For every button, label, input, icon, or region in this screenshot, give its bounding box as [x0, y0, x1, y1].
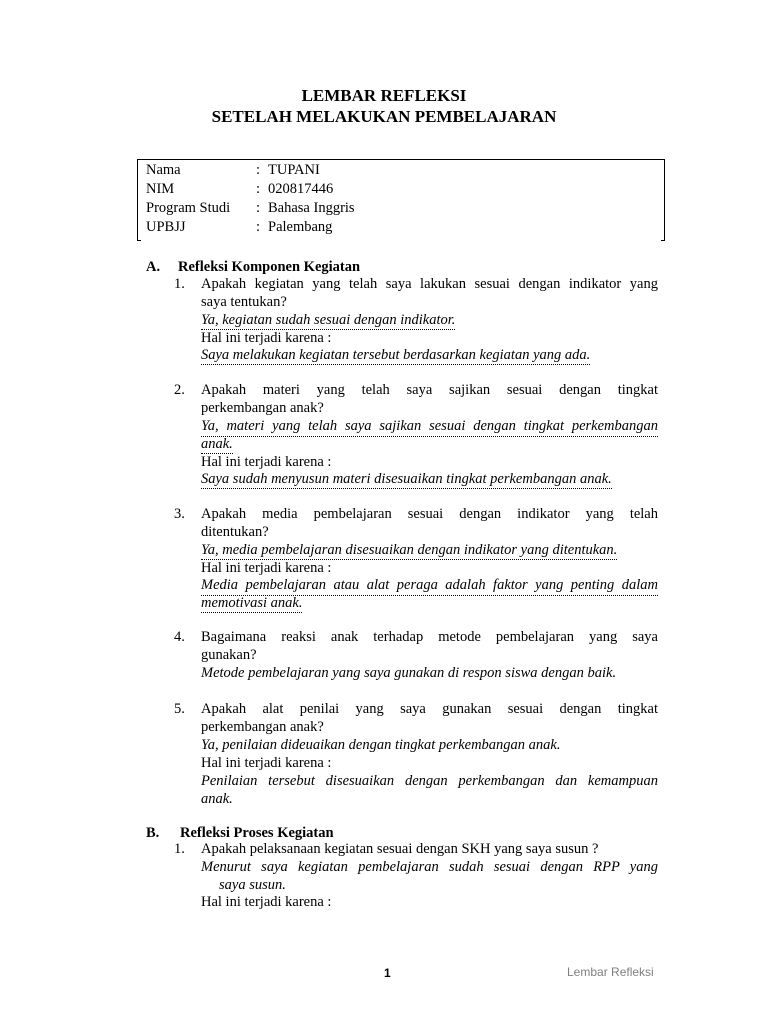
identity-value: Palembang — [268, 219, 333, 235]
identity-colon: : — [256, 200, 261, 216]
reason-text: Saya melakukan kegiatan tersebut berdasarkan kegiatan yang ada. — [201, 347, 591, 363]
reason-label: Hal ini terjadi karena : — [201, 894, 332, 910]
section-a-title: Refleksi Komponen Kegiatan — [178, 259, 361, 275]
reason-label: Hal ini terjadi karena : — [201, 330, 332, 346]
document-title: LEMBAR REFLEKSI — [301, 86, 467, 105]
identity-value: TUPANI — [268, 162, 320, 178]
page-number: 1 — [384, 966, 391, 980]
footer-label: Lembar Refleksi — [567, 965, 654, 979]
reason-label: Hal ini terjadi karena : — [201, 755, 332, 771]
question-text: perkembangan anak? — [201, 719, 324, 735]
identity-label: NIM — [146, 181, 175, 197]
identity-value: 020817446 — [268, 181, 334, 197]
identity-colon: : — [256, 181, 261, 197]
question-text: Bagaimana reaksi anak terhadap metode pembelajaran yang saya — [201, 629, 658, 645]
answer-text: anak. — [201, 436, 233, 452]
box-border-top — [137, 159, 665, 160]
section-b-title: Refleksi Proses Kegiatan — [180, 825, 334, 841]
question-number: 5. — [174, 701, 185, 717]
question-text: Apakah materi yang telah saya sajikan sesuai dengan tingkat — [201, 382, 658, 398]
answer-text: Ya, materi yang telah saya sajikan sesuai dengan tingkat perkembangan — [201, 417, 658, 437]
reason-text: Saya sudah menyusun materi disesuaikan tingkat perkembangan anak. — [201, 471, 612, 487]
reason-label: Hal ini terjadi karena : — [201, 560, 332, 576]
answer-text: Ya, penilaian dideuaikan dengan tingkat perkembangan anak. — [201, 737, 561, 753]
reason-text: memotivasi anak. — [201, 595, 303, 611]
question-text: Apakah alat penilai yang saya gunakan sesuai dengan tingkat — [201, 701, 658, 717]
answer-text: saya susun. — [219, 877, 286, 893]
answer-text: Menurut saya kegiatan pembelajaran sudah sesuai dengan RPP yang — [201, 859, 658, 875]
question-number: 1. — [174, 841, 185, 857]
identity-label: Nama — [146, 162, 181, 178]
question-text: gunakan? — [201, 647, 257, 663]
reason-text: Penilaian tersebut disesuaikan dengan perkembangan dan kemampuan — [201, 773, 658, 789]
section-b-letter: B. — [146, 825, 160, 841]
identity-colon: : — [256, 162, 261, 178]
question-number: 4. — [174, 629, 185, 645]
identity-colon: : — [256, 219, 261, 235]
question-text: ditentukan? — [201, 524, 269, 540]
question-text: Apakah media pembelajaran sesuai dengan indikator yang telah — [201, 506, 658, 522]
identity-value: Bahasa Inggris — [268, 200, 355, 216]
question-number: 1. — [174, 276, 185, 292]
box-corner-right — [661, 240, 665, 241]
section-a-letter: A. — [146, 259, 161, 275]
box-border-left — [137, 159, 138, 241]
question-number: 2. — [174, 382, 185, 398]
reason-text: Media pembelajaran atau alat peraga adalah faktor yang penting dalam — [201, 576, 658, 596]
question-text: saya tentukan? — [201, 294, 287, 310]
question-text: Apakah pelaksanaan kegiatan sesuai dengan SKH yang saya susun ? — [201, 841, 599, 857]
reason-text: anak. — [201, 791, 233, 807]
box-border-right — [664, 159, 665, 241]
answer-text: Ya, kegiatan sudah sesuai dengan indikator. — [201, 312, 456, 328]
answer-text: Ya, media pembelajaran disesuaikan dengan indikator yang ditentukan. — [201, 542, 618, 558]
box-corner-left — [137, 240, 141, 241]
question-number: 3. — [174, 506, 185, 522]
question-text: Apakah kegiatan yang telah saya lakukan sesuai dengan indikator yang — [201, 276, 658, 292]
question-text: perkembangan anak? — [201, 400, 324, 416]
answer-text: Metode pembelajaran yang saya gunakan di respon siswa dengan baik. — [201, 665, 617, 681]
identity-label: UPBJJ — [146, 219, 186, 235]
reason-label: Hal ini terjadi karena : — [201, 454, 332, 470]
identity-label: Program Studi — [146, 200, 231, 216]
identity-box — [137, 159, 665, 241]
document-subtitle: SETELAH MELAKUKAN PEMBELAJARAN — [211, 107, 557, 126]
